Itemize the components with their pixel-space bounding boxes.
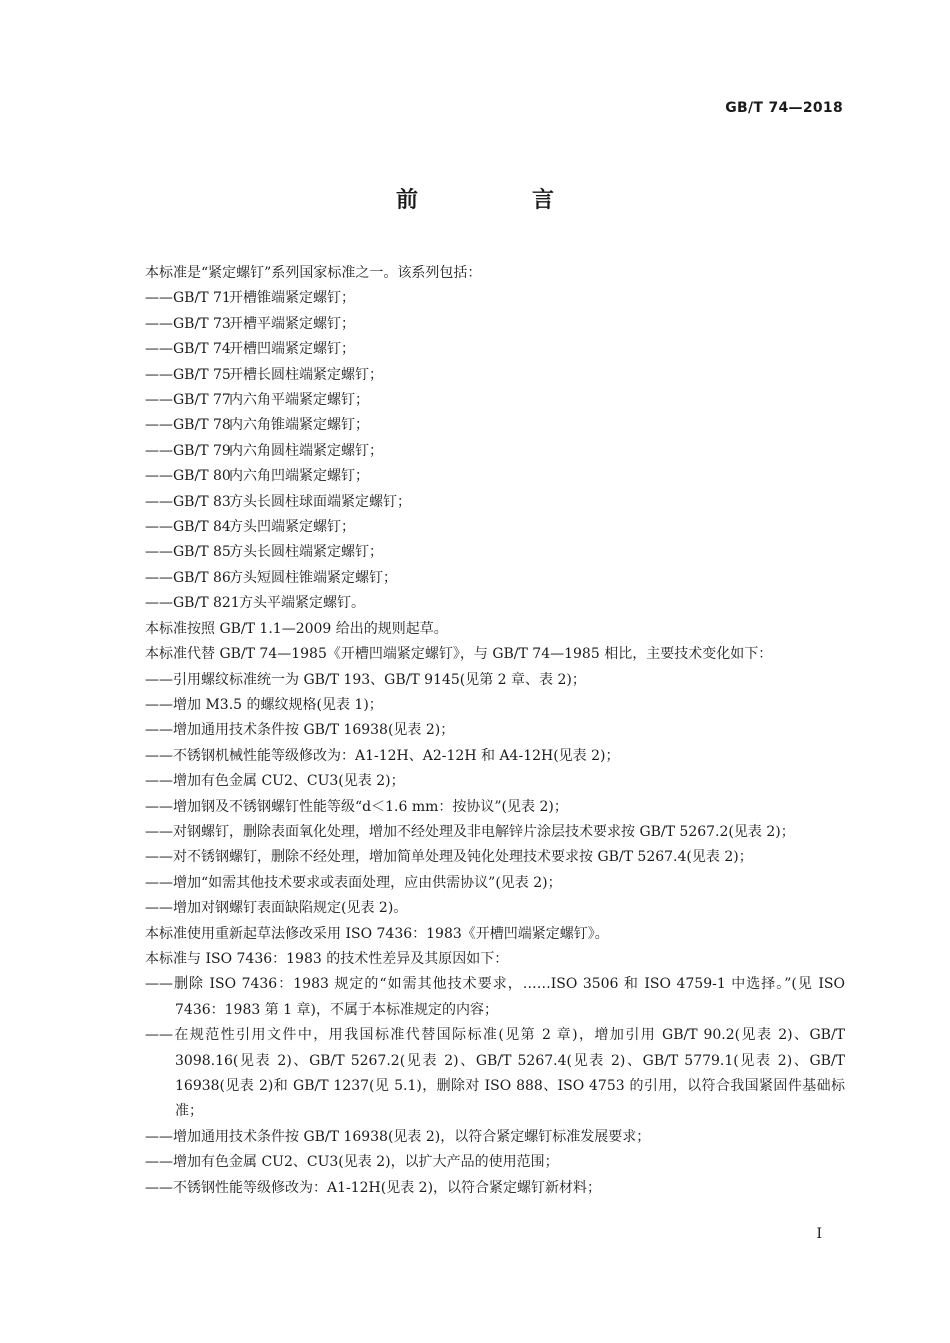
series-code: ——GB/T 73 bbox=[145, 315, 231, 332]
series-code: ——GB/T 84 bbox=[145, 519, 231, 536]
series-code: ——GB/T 83 bbox=[145, 493, 231, 510]
series-item bbox=[145, 312, 845, 337]
change-item: ——增加 M3.5 的螺纹规格(见表 1)； bbox=[145, 696, 383, 713]
change-item: ——对不锈钢螺钉，删除不经处理，增加简单处理及钝化处理技术要求按 GB/T 5267.4(见表 2)； bbox=[145, 849, 753, 866]
series-item bbox=[145, 337, 845, 362]
series-name: 内六角圆柱端紧定螺钉； bbox=[229, 442, 383, 459]
series-item bbox=[145, 591, 845, 616]
series-code: ——GB/T 79 bbox=[145, 442, 231, 459]
series-name: 开槽平端紧定螺钉； bbox=[229, 315, 355, 332]
series-code: ——GB/T 821 bbox=[145, 595, 240, 612]
replaces-paragraph: 本标准代替 GB/T 74—1985《开槽凹端紧定螺钉》，与 GB/T 74—1985 相比，主要技术变化如下： bbox=[145, 646, 773, 663]
series-code: ——GB/T 85 bbox=[145, 544, 231, 561]
iso-diff-item: ——删除 ISO 7436：1983 规定的“如需其他技术要求，……ISO 3506 和 ISO 4759-1 中选择。”(见 ISO 7436：1983 第 1 章)，不属于本标准规定的内容； bbox=[145, 976, 845, 1018]
change-item: ——增加“如需其他技术要求或表面处理，应由供需协议”(见表 2)； bbox=[145, 874, 562, 891]
page-number: I bbox=[816, 1226, 822, 1242]
series-code: ——GB/T 71 bbox=[145, 290, 231, 307]
series-code: ——GB/T 78 bbox=[145, 417, 231, 434]
change-item: ——引用螺纹标准统一为 GB/T 193、GB/T 9145(见第 2 章、表 2)； bbox=[145, 671, 586, 688]
series-name: 开槽锥端紧定螺钉； bbox=[229, 290, 355, 307]
iso-diff-intro-paragraph: 本标准与 ISO 7436：1983 的技术性差异及其原因如下： bbox=[145, 950, 509, 967]
series-item bbox=[145, 413, 845, 438]
page-title: 前 言 bbox=[395, 188, 600, 213]
change-item: ——增加有色金属 CU2、CU3(见表 2)； bbox=[145, 773, 405, 790]
foreword-body bbox=[145, 261, 845, 1201]
series-item bbox=[145, 363, 845, 388]
change-item: ——增加对钢螺钉表面缺陷规定(见表 2)。 bbox=[145, 900, 408, 917]
series-code: ——GB/T 80 bbox=[145, 468, 231, 485]
change-item: ——不锈钢机械性能等级修改为：A1-12H、A2-12H 和 A4-12H(见表 2)； bbox=[145, 747, 620, 764]
series-name: 方头凹端紧定螺钉； bbox=[229, 519, 355, 536]
series-item bbox=[145, 515, 845, 540]
series-code: ——GB/T 75 bbox=[145, 366, 231, 383]
series-code: ——GB/T 74 bbox=[145, 341, 231, 358]
iso-diff-item: ——不锈钢性能等级修改为：A1-12H(见表 2)，以符合紧定螺钉新材料； bbox=[145, 1179, 602, 1196]
series-name: 方头长圆柱端紧定螺钉； bbox=[229, 544, 383, 561]
iso-adoption-paragraph: 本标准使用重新起草法修改采用 ISO 7436：1983《开槽凹端紧定螺钉》。 bbox=[145, 925, 609, 942]
series-item bbox=[145, 464, 845, 489]
series-name: 开槽凹端紧定螺钉； bbox=[229, 341, 355, 358]
series-item bbox=[145, 388, 845, 413]
iso-diff-item: ——增加有色金属 CU2、CU3(见表 2)，以扩大产品的使用范围； bbox=[145, 1154, 559, 1171]
change-item: ——对钢螺钉，删除表面氧化处理，增加不经处理及非电解锌片涂层技术要求按 GB/T 5267.2(见表 2)； bbox=[145, 823, 795, 840]
series-item bbox=[145, 439, 845, 464]
series-item bbox=[145, 540, 845, 565]
series-name: 内六角锥端紧定螺钉； bbox=[229, 417, 369, 434]
series-item bbox=[145, 566, 845, 591]
series-name: 方头平端紧定螺钉。 bbox=[239, 595, 365, 612]
series-code: ——GB/T 86 bbox=[145, 569, 231, 586]
series-name: 内六角平端紧定螺钉； bbox=[229, 392, 369, 409]
iso-diff-item: ——增加通用技术条件按 GB/T 16938(见表 2)，以符合紧定螺钉标准发展要求； bbox=[145, 1128, 651, 1145]
series-item bbox=[145, 286, 845, 311]
series-name: 内六角凹端紧定螺钉； bbox=[229, 468, 369, 485]
standard-code: GB/T 74—2018 bbox=[725, 100, 843, 116]
drafting-rule-paragraph: 本标准按照 GB/T 1.1—2009 给出的规则起草。 bbox=[145, 620, 448, 637]
series-name: 方头长圆柱球面端紧定螺钉； bbox=[229, 493, 411, 510]
series-code: ——GB/T 77 bbox=[145, 392, 231, 409]
intro-paragraph: 本标准是“紧定螺钉”系列国家标准之一。该系列包括： bbox=[145, 265, 482, 281]
iso-diff-item: ——在规范性引用文件中，用我国标准代替国际标准(见第 2 章)，增加引用 GB/T 90.2(见表 2)、GB/T 3098.16(见表 2)、GB/T 5267.2(见表 2)、GB/T 5267.4(见表 2)、GB/T 5779.1(见表 2)、GB/T 16938(见表 2)和 GB/T 1237(见 5.1)，删除对 ISO 888、ISO 4753 的引用，以符合我国紧固件基础标准； bbox=[145, 1027, 845, 1120]
change-item: ——增加钢及不锈钢螺钉性能等级“d＜1.6 mm：按协议”(见表 2)； bbox=[145, 798, 568, 815]
change-item: ——增加通用技术条件按 GB/T 16938(见表 2)； bbox=[145, 722, 455, 739]
series-name: 开槽长圆柱端紧定螺钉； bbox=[229, 366, 383, 383]
series-item bbox=[145, 490, 845, 515]
series-name: 方头短圆柱锥端紧定螺钉； bbox=[229, 569, 397, 586]
